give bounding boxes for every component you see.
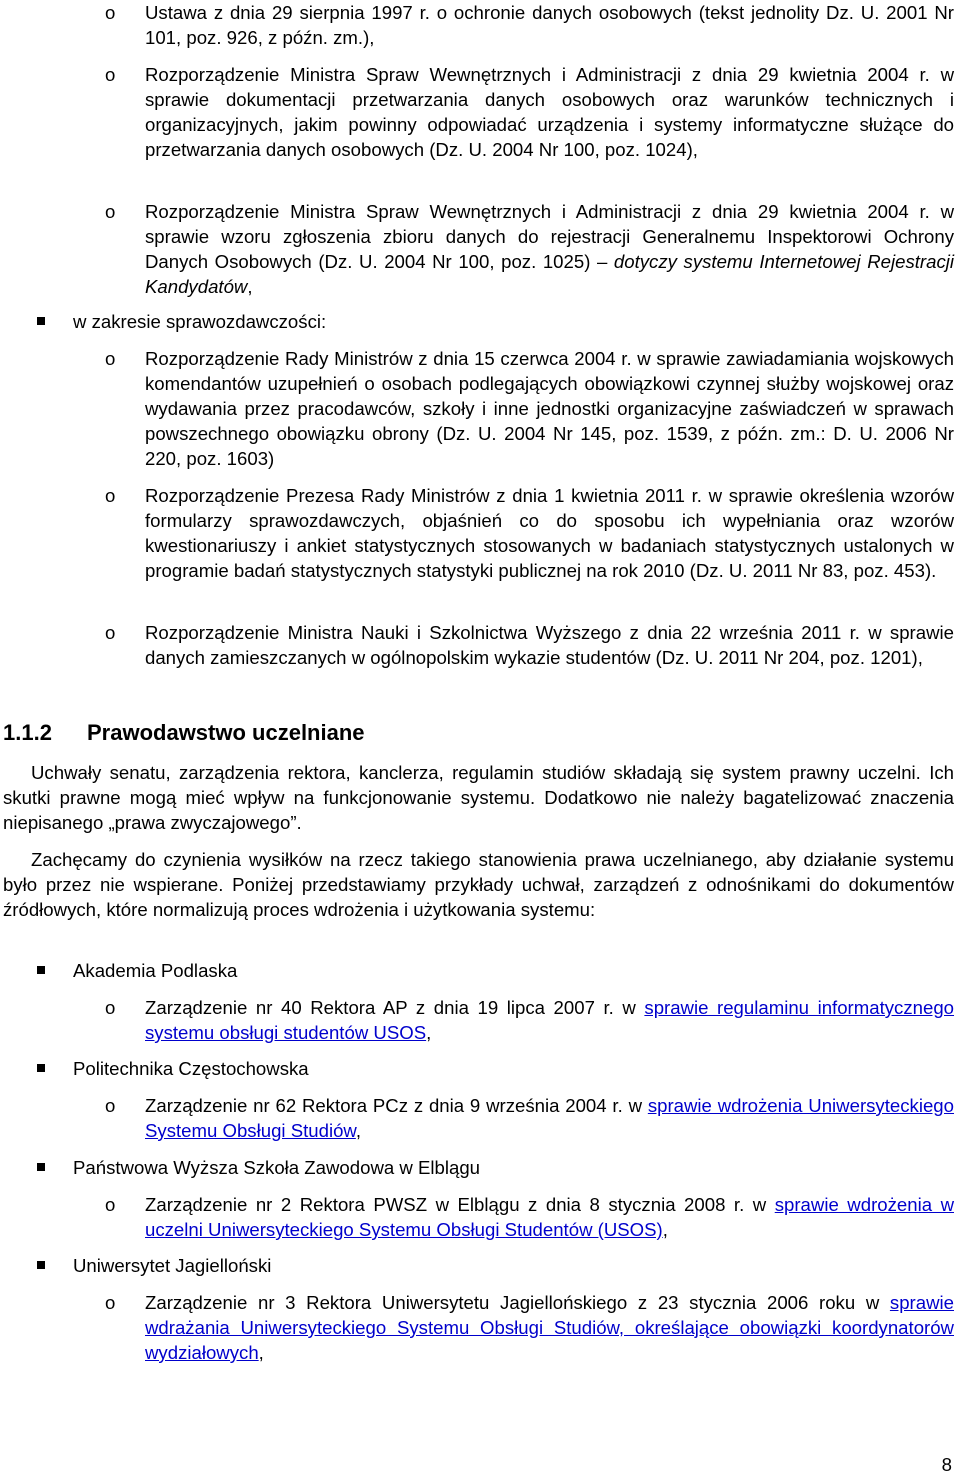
section-number: 1.1.2	[3, 720, 52, 745]
list-item-text: Rozporządzenie Ministra Nauki i Szkolnictwa Wyższego z dnia 22 września 2011 r. w sprawie danych zamieszczanych w ogólnopolskim wykazie studentów (Dz. U. 2011 Nr 204, poz. 1201),	[145, 622, 954, 668]
square-bullet-icon	[37, 1261, 45, 1269]
document-link[interactable]: sprawie wdrożenia Uniwersyteckiego Systemu Obsługi Studiów	[145, 1095, 954, 1141]
list-item: o Zarządzenie nr 62 Rektora PCz z dnia 9 września 2004 r. w sprawie wdrożenia Uniwersyteckiego Systemu Obsługi Studiów,	[105, 1095, 954, 1141]
section-title: Prawodawstwo uczelniane	[87, 720, 365, 745]
list-item-text: Ustawa z dnia 29 sierpnia 1997 r. o ochronie danych osobowych (tekst jednolity Dz. U. 2001 Nr 101, poz. 926, z późn. zm.),	[145, 2, 954, 48]
list-item-text: Rozporządzenie Rady Ministrów z dnia 15 czerwca 2004 r. w sprawie zawiadamiania wojskowych komendantów uzupełnień o osobach podlegających obowiązkowi czynnej służby wojskowej oraz wydawania przez pracodawców, szkoły i inne jednostki organizacyjne zaświadczeń w sprawach powszechnego obowiązku obrony (Dz. U. 2004 Nr 145, poz. 1539, z późn. zm.: D. U. 2006 Nr 220, poz. 1603)	[145, 348, 954, 469]
bullet-marker: o	[105, 485, 116, 506]
list-item	[105, 0, 954, 50]
university-item: Akademia Podlaska	[73, 958, 237, 983]
list-item-text: Rozporządzenie Ministra Spraw Wewnętrznych i Administracji z dnia 29 kwietnia 2004 r. w sprawie wzoru zgłoszenia zbioru danych do rejestracji Generalnemu Inspektorowi Ochrony Danych Osobowych (Dz. U. 2004 Nr 100, poz. 1025) –	[145, 201, 954, 272]
list-item	[105, 62, 954, 162]
university-item: Politechnika Częstochowska	[73, 1056, 309, 1081]
square-bullet-icon	[37, 966, 45, 974]
bullet-marker: o	[105, 64, 116, 85]
list-item-tail: ,	[247, 276, 253, 297]
list-item	[105, 199, 954, 299]
list-item-italic-note: dotyczy systemu Internetowej Rejestracji Kandydatów	[145, 251, 954, 297]
paragraph: Uchwały senatu, zarządzenia rektora, kanclerza, regulamin studiów składają się system prawny uczelni. Ich skutki prawne mogą mieć wpływ na funkcjonowanie systemu. Dodatkowo nie należy bagatelizować znaczenia niepisanego „prawa zwyczajowego”.	[3, 762, 954, 833]
list-item: o Zarządzenie nr 3 Rektora Uniwersytetu Jagiellońskiego z 23 stycznia 2006 roku w sprawie wdrażania Uniwersyteckiego Systemu Obsługi Studiów, określające obowiązki koordynatorów wydziałowych,	[105, 1292, 954, 1363]
bullet-marker: o	[105, 2, 116, 23]
bullet-marker: o	[105, 1194, 116, 1215]
page-number: 8	[941, 1454, 952, 1475]
section-reporting-label: w zakresie sprawozdawczości:	[73, 309, 326, 334]
square-bullet-icon	[37, 317, 45, 325]
list-item: o Zarządzenie nr 40 Rektora AP z dnia 19 lipca 2007 r. w sprawie regulaminu informatycznego systemu obsługi studentów USOS,	[105, 997, 955, 1043]
bullet-marker: o	[105, 622, 116, 643]
document-link[interactable]: sprawie wdrożenia w uczelni Uniwersyteckiego Systemu Obsługi Studentów (USOS)	[145, 1194, 954, 1240]
list-item: o Zarządzenie nr 2 Rektora PWSZ w Elblągu z dnia 8 stycznia 2008 r. w sprawie wdrożenia w uczelni Uniwersyteckiego Systemu Obsługi Studentów (USOS),	[105, 1194, 954, 1240]
list-item-text: Rozporządzenie Ministra Spraw Wewnętrznych i Administracji z dnia 29 kwietnia 2004 r. w sprawie dokumentacji przetwarzania danych osobowych oraz warunków technicznych i organizacyjnych, jakim powinny odpowiadać urządzenia i systemy informatyczne służące do przetwarzania danych osobowych (Dz. U. 2004 Nr 100, poz. 1024),	[145, 64, 954, 160]
square-bullet-icon	[37, 1064, 45, 1072]
bullet-marker: o	[105, 997, 116, 1018]
university-item: Uniwersytet Jagielloński	[73, 1253, 271, 1278]
square-bullet-icon	[37, 1163, 45, 1171]
section-heading	[3, 719, 365, 747]
bullet-marker: o	[105, 1292, 116, 1313]
list-item	[105, 346, 954, 471]
document-link[interactable]: sprawie wdrażania Uniwersyteckiego Systemu Obsługi Studiów, określające obowiązki koordynatorów wydziałowych	[145, 1292, 954, 1363]
list-item	[105, 620, 954, 670]
document-link[interactable]: sprawie regulaminu informatycznego systemu obsługi studentów USOS	[145, 997, 955, 1043]
university-item: Państwowa Wyższa Szkoła Zawodowa w Elblągu	[73, 1155, 480, 1180]
bullet-marker: o	[105, 201, 116, 222]
bullet-marker: o	[105, 348, 116, 369]
paragraph: Zachęcamy do czynienia wysiłków na rzecz takiego stanowienia prawa uczelnianego, aby działanie systemu było przez nie wspierane. Poniżej przedstawiamy przykłady uchwał, zarządzeń z odnośnikami do dokumentów źródłowych, które normalizują proces wdrożenia i użytkowania systemu:	[3, 849, 954, 920]
list-item	[105, 483, 954, 583]
bullet-marker: o	[105, 1095, 116, 1116]
list-item-text: Rozporządzenie Prezesa Rady Ministrów z dnia 1 kwietnia 2011 r. w sprawie określenia wzorów formularzy sprawozdawczych, objaśnień co do sposobu ich wypełniania oraz wzorów kwestionariuszy i ankiet statystycznych stosowanych w badaniach statystycznych ustalonych w programie badań statystycznych statystyki publicznej na rok 2010 (Dz. U. 2011 Nr 83, poz. 453).	[145, 485, 954, 581]
